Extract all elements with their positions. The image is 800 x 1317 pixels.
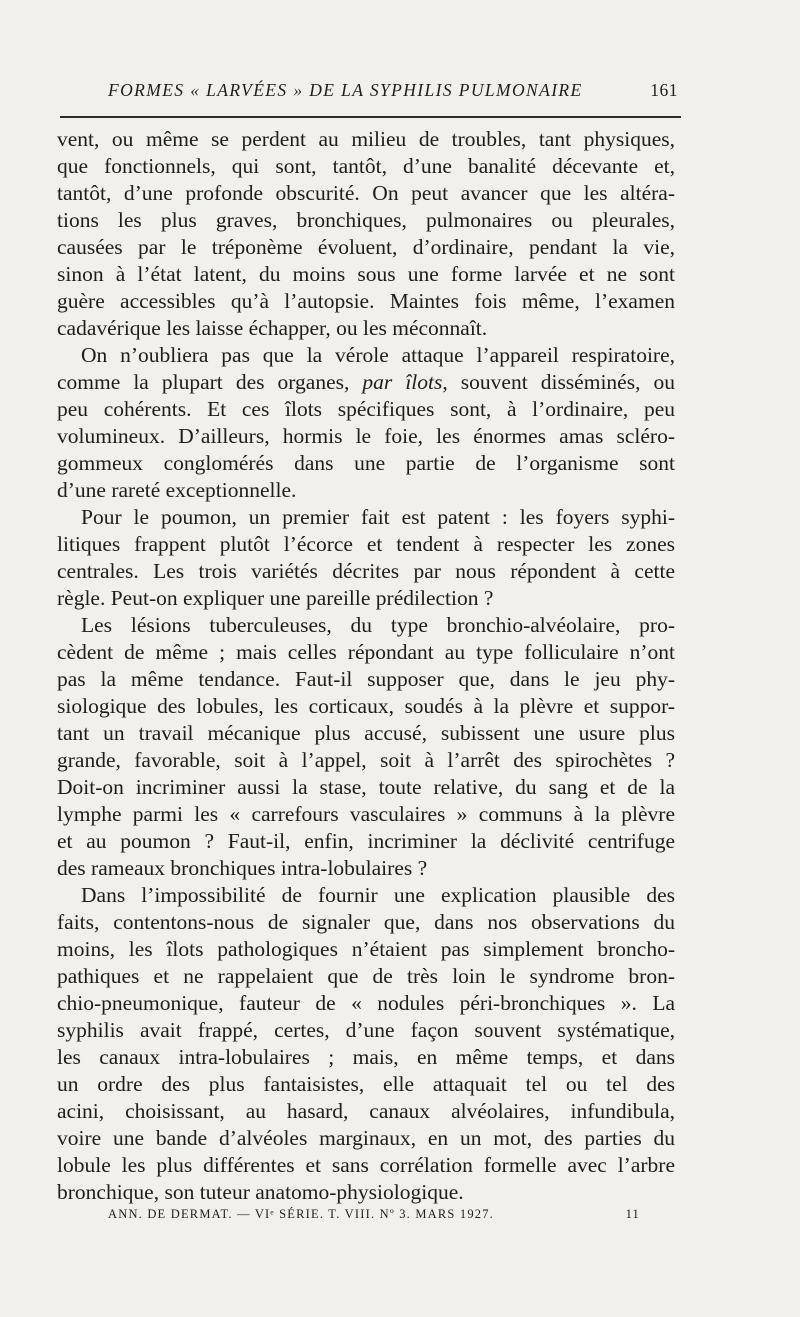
text-line: les canaux intra-lobulaires ; mais, en même temps, et dans: [57, 1045, 675, 1069]
header-rule: [60, 116, 681, 118]
text-line: tions les plus graves, bronchiques, pulmonaires ou pleurales,: [57, 208, 675, 232]
text-line: règle. Peut-on expliquer une pareille prédilection ?: [57, 586, 494, 610]
text-line: acini, choisissant, au hasard, canaux alvéolaires, infundibula,: [57, 1099, 675, 1123]
text-line: Dans l’impossibilité de fournir une explication plausible des: [81, 883, 675, 907]
text-line: Les lésions tuberculeuses, du type bronchio-alvéolaire, pro-: [81, 613, 675, 637]
text-line: peu cohérents. Et ces îlots spécifiques sont, à l’ordinaire, peu: [57, 397, 675, 421]
text-line: [57, 369, 675, 396]
text-line: tant un travail mécanique plus accusé, subissent une usure plus: [57, 721, 675, 745]
text-line: faits, contentons-nous de signaler que, dans nos observations du: [57, 910, 675, 934]
text-line: pas la même tendance. Faut-il supposer que, dans le jeu phy-: [57, 667, 675, 691]
text-line: vent, ou même se perdent au milieu de troubles, tant physiques,: [57, 127, 675, 151]
journal-citation: ANN. DE DERMAT. — VIᵉ SÉRIE. T. VIII. Nº 3. MARS 1927.: [108, 1207, 495, 1221]
text-line: et au poumon ? Faut-il, enfin, incriminer la déclivité centrifuge: [57, 829, 675, 853]
text-line: volumineux. D’ailleurs, hormis le foie, les énormes amas scléro-: [57, 424, 675, 448]
text-line: gommeux conglomérés dans une partie de l’organisme sont: [57, 451, 675, 475]
text-line: Pour le poumon, un premier fait est patent : les foyers syphi-: [81, 505, 675, 529]
body-text: [57, 126, 675, 1206]
text-line: voire une bande d’alvéoles marginaux, en un mot, des parties du: [57, 1126, 675, 1150]
text-line: siologique des lobules, les corticaux, soudés à la plèvre et suppor-: [57, 694, 675, 718]
text-line: chio-pneumonique, fauteur de « nodules péri-bronchiques ». La: [57, 991, 675, 1015]
text-segment: comme la plupart des organes,: [57, 370, 363, 394]
text-line: un ordre des plus fantaisistes, elle attaquait tel ou tel des: [57, 1072, 675, 1096]
text-line: On n’oubliera pas que la vérole attaque l’appareil respiratoire,: [81, 343, 675, 367]
italic-phrase: par îlots: [362, 370, 443, 394]
text-line: syphilis avait frappé, certes, d’une façon souvent systématique,: [57, 1018, 675, 1042]
text-line: cadavérique les laisse échapper, ou les méconnaît.: [57, 316, 488, 340]
text-line: guère accessibles qu’à l’autopsie. Maintes fois même, l’examen: [57, 289, 675, 313]
signature-mark: 11: [625, 1207, 640, 1221]
text-line: moins, les îlots pathologiques n’étaient pas simplement broncho-: [57, 937, 675, 961]
footer: [108, 1207, 640, 1225]
text-line: tantôt, d’une profonde obscurité. On peut avancer que les altéra-: [57, 181, 675, 205]
text-line: que fonctionnels, qui sont, tantôt, d’une banalité décevante et,: [57, 154, 675, 178]
text-line: grande, favorable, soit à l’appel, soit à l’arrêt des spirochètes ?: [57, 748, 675, 772]
running-head: [60, 80, 678, 108]
text-line: cèdent de même ; mais celles répondant au type folliculaire n’ont: [57, 640, 675, 664]
text-line: lobule les plus différentes et sans corrélation formelle avec l’arbre: [57, 1153, 675, 1177]
text-line: sinon à l’état latent, du moins sous une forme larvée et ne sont: [57, 262, 675, 286]
text-segment: , souvent disséminés, ou: [442, 370, 675, 394]
text-line: des rameaux bronchiques intra-lobulaires ?: [57, 856, 428, 880]
text-line: bronchique, son tuteur anatomo-physiologique.: [57, 1180, 464, 1204]
text-line: centrales. Les trois variétés décrites par nous répondent à cette: [57, 559, 675, 583]
text-line: Doit-on incriminer aussi la stase, toute relative, du sang et de la: [57, 775, 675, 799]
text-line: causées par le tréponème évoluent, d’ordinaire, pendant la vie,: [57, 235, 675, 259]
running-head-title: FORMES « LARVÉES » DE LA SYPHILIS PULMONAIRE: [108, 80, 583, 100]
text-line: d’une rareté exceptionnelle.: [57, 478, 297, 502]
text-line: pathiques et ne rappelaient que de très loin le syndrome bron-: [57, 964, 675, 988]
text-line: lymphe parmi les « carrefours vasculaires » communs à la plèvre: [57, 802, 675, 826]
page-number: 161: [650, 80, 678, 100]
text-line: litiques frappent plutôt l’écorce et tendent à respecter les zones: [57, 532, 675, 556]
